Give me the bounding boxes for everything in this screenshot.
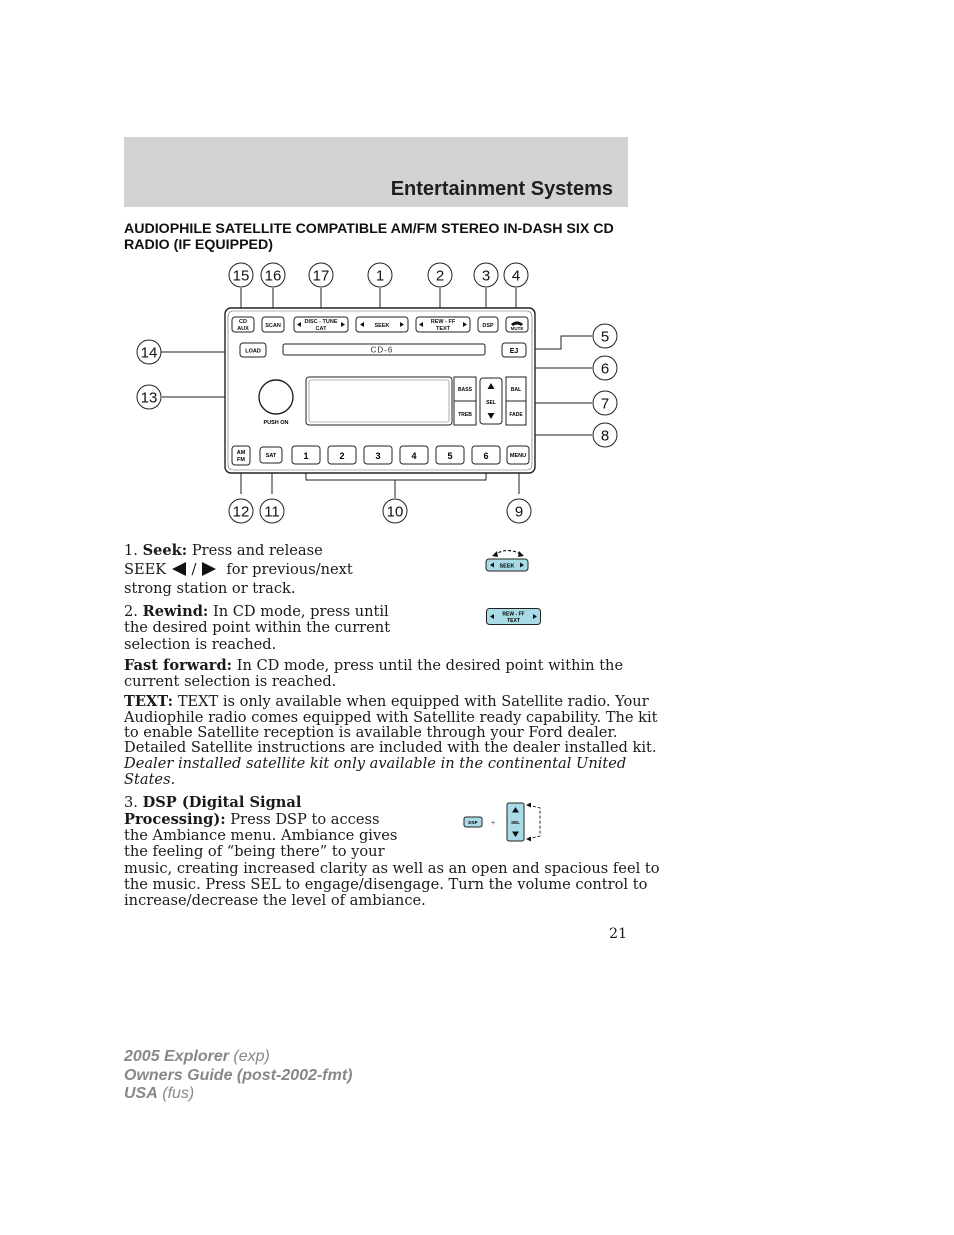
svg-text:REW - FF: REW - FF bbox=[502, 611, 525, 618]
menu-label: MENU bbox=[509, 453, 527, 459]
bass-label: BASS bbox=[458, 387, 472, 393]
radio-diagram bbox=[124, 256, 628, 532]
text-para-line2: Audiophile radio comes equipped with Satellite ready capability. The kit bbox=[124, 709, 658, 726]
svg-text:DSP: DSP bbox=[468, 820, 478, 825]
section-heading: AUDIOPHILE SATELLITE COMPATIBLE AM/FM STEREO IN-DASH SIX CD RADIO (IF EQUIPPED) bbox=[124, 221, 614, 253]
callout-number: 4 bbox=[511, 267, 521, 285]
rew-ff-button-icon bbox=[485, 607, 543, 627]
ff-para-line1: Fast forward: In CD mode, press until the desired point within the bbox=[124, 657, 624, 674]
dsp-para-line4: the feeling of “being there” to your bbox=[124, 843, 385, 860]
callout-number: 14 bbox=[140, 344, 158, 362]
dsp-para-line6: the music. Press SEL to engage/disengage. Turn the volume control to bbox=[124, 876, 648, 893]
callout-number: 17 bbox=[312, 267, 330, 285]
load-button-label: LOAD bbox=[245, 348, 261, 355]
callout-number: 13 bbox=[140, 389, 158, 407]
preset-label: 6 bbox=[483, 451, 489, 461]
text-para-italic1: Dealer installed satellite kit only available in the continental United bbox=[124, 755, 627, 772]
footer: 2005 Explorer (exp) Owners Guide (post-2002-fmt) USA (fus) bbox=[124, 1048, 353, 1102]
text-para-line3: to enable Satellite reception is available through your Ford dealer. bbox=[124, 724, 618, 741]
callout-number: 3 bbox=[481, 267, 491, 285]
dsp-button-label: DSP bbox=[482, 323, 494, 329]
preset-label: 5 bbox=[447, 451, 453, 461]
seek-button-icon bbox=[484, 545, 532, 573]
section-title: Entertainment Systems bbox=[390, 178, 613, 200]
seek-button-label: SEEK bbox=[374, 323, 390, 329]
rewind-para-line2: the desired point within the current bbox=[124, 619, 391, 636]
svg-text:AUX: AUX bbox=[237, 326, 249, 332]
callout-number: 16 bbox=[264, 267, 282, 285]
header-band bbox=[124, 137, 628, 207]
seek-para-line1: 1. Seek: Press and release bbox=[124, 542, 323, 559]
dsp-sel-icon bbox=[462, 800, 546, 844]
sat-label: SAT bbox=[265, 453, 277, 459]
seek-para-line3: strong station or track. bbox=[124, 580, 296, 597]
dsp-para-line7: increase/decrease the level of ambiance. bbox=[124, 892, 426, 909]
svg-text:TEXT: TEXT bbox=[507, 618, 520, 624]
callout-number: 1 bbox=[375, 267, 385, 285]
dsp-para-line1: 3. DSP (Digital Signal bbox=[124, 794, 302, 811]
svg-text:SEL: SEL bbox=[511, 820, 520, 825]
left-arrow-icon bbox=[171, 562, 187, 576]
dsp-para-line5: music, creating increased clarity as well as an open and spacious feel to bbox=[124, 860, 660, 877]
cat-label: CAT bbox=[315, 326, 327, 332]
fm-label: FM bbox=[237, 457, 245, 463]
svg-text:SEEK: SEEK bbox=[499, 563, 515, 570]
scan-button-label: SCAN bbox=[265, 323, 281, 329]
callout-number: 6 bbox=[600, 360, 610, 378]
ff-para-line2: current selection is reached. bbox=[124, 673, 337, 690]
push-on-label: PUSH ON bbox=[263, 420, 289, 426]
callout-number: 8 bbox=[600, 427, 610, 445]
text-label: TEXT bbox=[435, 326, 451, 332]
callout-number: 7 bbox=[600, 395, 610, 413]
preset-label: 4 bbox=[411, 451, 417, 461]
callout-number: 5 bbox=[600, 328, 610, 346]
svg-text:+: + bbox=[490, 820, 496, 827]
text-para-italic2: States. bbox=[124, 771, 176, 788]
right-arrow-icon bbox=[201, 562, 217, 576]
cd6-label: CD-6 bbox=[370, 345, 394, 355]
fade-label: FADE bbox=[509, 412, 523, 418]
text-para-line4: Detailed Satellite instructions are included with the dealer installed kit. bbox=[124, 739, 657, 756]
rewind-para-line3: selection is reached. bbox=[124, 636, 277, 653]
text-para-line1: TEXT: TEXT is only available when equipped with Satellite radio. Your bbox=[124, 693, 649, 710]
rewind-para-line1: 2. Rewind: In CD mode, press until bbox=[124, 603, 389, 620]
preset-label: 2 bbox=[339, 451, 345, 461]
disc-tune-label: DISC - TUNE bbox=[304, 319, 338, 325]
callout-number: 9 bbox=[514, 503, 524, 521]
seek-para-line2: SEEK / for previous/next bbox=[124, 561, 353, 578]
am-label: AM bbox=[236, 450, 246, 456]
callout-number: 11 bbox=[264, 503, 280, 521]
callout-number: 15 bbox=[232, 267, 250, 285]
preset-label: 1 bbox=[303, 451, 309, 461]
rew-ff-label: REW - FF bbox=[430, 319, 456, 325]
preset-label: 3 bbox=[375, 451, 381, 461]
ej-button-label: EJ bbox=[509, 348, 519, 355]
mute-button-label: MUTE bbox=[510, 326, 524, 331]
sel-label: SEL bbox=[486, 400, 496, 406]
callout-number: 10 bbox=[386, 503, 404, 521]
treb-label: TREB bbox=[458, 412, 472, 418]
bal-label: BAL bbox=[510, 387, 522, 393]
page-number: 21 bbox=[609, 926, 627, 942]
volume-knob bbox=[259, 380, 293, 414]
svg-text:CD: CD bbox=[239, 319, 247, 325]
dsp-para-line2: Processing): Press DSP to access bbox=[124, 811, 380, 828]
dsp-para-line3: the Ambiance menu. Ambiance gives bbox=[124, 827, 398, 844]
callout-number: 2 bbox=[435, 267, 445, 285]
callout-number: 12 bbox=[232, 503, 250, 521]
